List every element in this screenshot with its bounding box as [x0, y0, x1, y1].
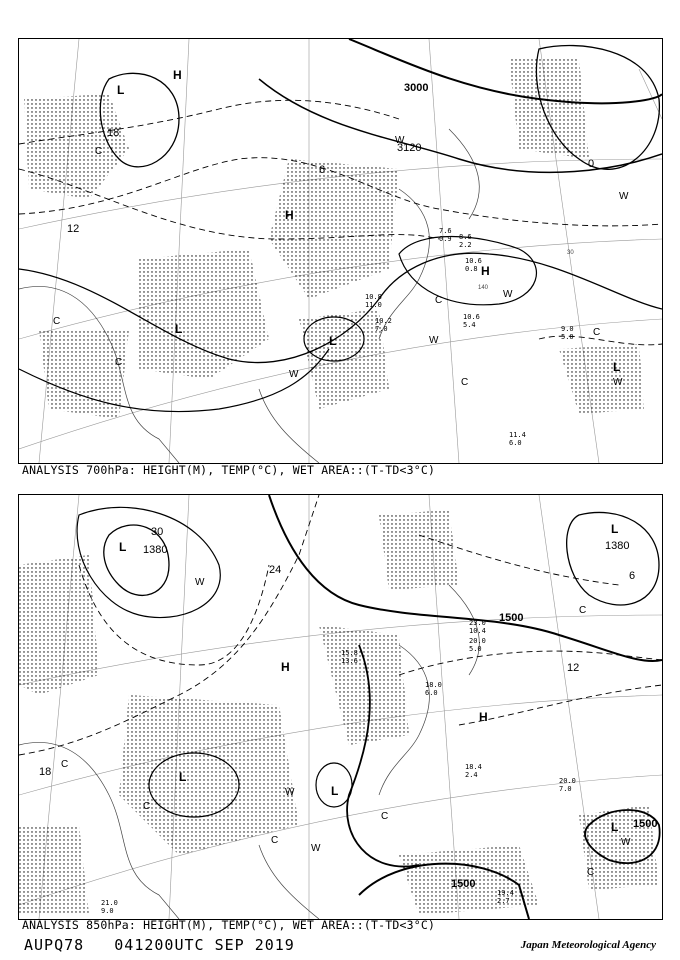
cold-center: C: [61, 759, 69, 770]
warm-center: W: [613, 377, 623, 388]
agency-name: Japan Meteorological Agency: [520, 939, 656, 951]
cold-center: C: [461, 377, 469, 388]
wet-area-850: [19, 510, 659, 915]
station-plot: [469, 619, 486, 635]
high-center: H: [481, 264, 490, 278]
svg-text:10.2: 10.2: [375, 317, 392, 325]
svg-text:7.0: 7.0: [375, 325, 388, 333]
station-plot: [425, 681, 442, 697]
contour-label: 1500: [451, 878, 476, 890]
high-center: H: [285, 208, 294, 222]
svg-text:10.6: 10.6: [465, 257, 482, 265]
cold-center: C: [593, 327, 601, 338]
graticule-label: 30: [567, 250, 574, 256]
isotherms-850: [19, 495, 662, 755]
station-plot: [561, 325, 574, 341]
low-center: L: [179, 770, 187, 784]
station-plot: [439, 227, 452, 243]
svg-text:18.4: 18.4: [465, 763, 482, 771]
map-700hpa: [19, 39, 662, 463]
station-plot: [459, 233, 472, 249]
low-center: L: [175, 322, 183, 336]
svg-text:8.6: 8.6: [459, 233, 472, 241]
contour-label: 1500: [499, 612, 524, 624]
svg-text:5.4: 5.4: [463, 321, 476, 329]
valid-time: 041200UTC SEP 2019: [114, 936, 295, 954]
map-panel-700hpa: [18, 38, 663, 464]
cold-center: C: [53, 316, 61, 327]
caption-850hpa: ANALYSIS 850hPa: HEIGHT(M), TEMP(°C), WET AREA::(T-TD<3°C): [22, 918, 436, 932]
svg-text:10.6: 10.6: [463, 313, 480, 321]
high-center: H: [173, 68, 182, 82]
isotherm-label: 18: [107, 127, 120, 139]
svg-text:0.8: 0.8: [465, 265, 478, 273]
svg-text:11.0: 11.0: [365, 301, 382, 309]
isotherm-label: 6: [319, 164, 326, 176]
warm-center: W: [429, 335, 439, 346]
station-plots-700: [365, 227, 574, 447]
warm-center: W: [195, 577, 205, 588]
isotherm-label: 18: [39, 766, 52, 778]
contour-label: 1380: [143, 544, 168, 556]
warm-center: W: [619, 191, 629, 202]
cold-center: C: [115, 357, 123, 368]
low-center: L: [613, 360, 621, 374]
cold-center: C: [271, 835, 279, 846]
station-plot: [469, 637, 486, 653]
station-plot: [465, 257, 482, 273]
svg-text:19.4: 19.4: [497, 889, 514, 897]
graticule-label: 140: [478, 285, 489, 291]
isotherm-label: 24: [269, 564, 282, 576]
station-plot: [375, 317, 392, 333]
contour-label: 1500: [633, 818, 658, 830]
low-center: L: [611, 820, 619, 834]
svg-text:0.9: 0.9: [439, 235, 452, 243]
chart-code: AUPQ78: [24, 936, 85, 954]
cold-center: C: [143, 801, 151, 812]
station-plot: [341, 649, 358, 665]
cold-center: C: [587, 867, 595, 878]
svg-text:20.0: 20.0: [469, 637, 486, 645]
warm-center: W: [311, 843, 321, 854]
contour-label: 3000: [404, 82, 429, 94]
svg-text:21.0: 21.0: [101, 899, 118, 907]
low-center: L: [329, 334, 337, 348]
svg-text:5.0: 5.0: [561, 333, 574, 341]
svg-text:6.0: 6.0: [425, 689, 438, 697]
svg-text:2.7: 2.7: [497, 897, 510, 905]
station-plot: [559, 777, 576, 793]
station-plot: [465, 763, 482, 779]
isotherm-label: 0: [588, 158, 595, 170]
warm-center: W: [395, 135, 405, 146]
svg-text:2.4: 2.4: [465, 771, 478, 779]
map-850hpa: [19, 495, 662, 919]
svg-text:10.4: 10.4: [469, 627, 486, 635]
svg-text:11.4: 11.4: [509, 431, 526, 439]
isotherm-label: 30: [151, 526, 164, 538]
station-plot: [509, 431, 526, 447]
svg-text:23.0: 23.0: [469, 619, 486, 627]
warm-center: W: [289, 369, 299, 380]
low-center: L: [119, 540, 127, 554]
svg-text:9.0: 9.0: [561, 325, 574, 333]
isotherm-label: 12: [67, 223, 80, 235]
svg-text:6.0: 6.0: [509, 439, 522, 447]
cold-center: C: [381, 811, 389, 822]
svg-text:2.2: 2.2: [459, 241, 472, 249]
svg-text:13.6: 13.6: [341, 657, 358, 665]
low-center: L: [611, 522, 619, 536]
chart-code-and-time: [24, 936, 295, 954]
station-plot: [365, 293, 382, 309]
svg-text:20.0: 20.0: [559, 777, 576, 785]
map-panel-850hpa: [18, 494, 663, 920]
svg-text:9.0: 9.0: [101, 907, 114, 915]
contour-label: 1380: [605, 540, 630, 552]
warm-center: W: [285, 787, 295, 798]
low-center: L: [331, 784, 339, 798]
cold-center: C: [579, 605, 587, 616]
svg-text:5.0: 5.0: [469, 645, 482, 653]
cold-center: C: [95, 146, 103, 157]
svg-text:18.0: 18.0: [425, 681, 442, 689]
contour-label: 3120: [397, 142, 422, 154]
isotherm-label: 6: [629, 570, 636, 582]
low-center: L: [117, 83, 125, 97]
cold-center: C: [435, 295, 443, 306]
svg-text:7.0: 7.0: [559, 785, 572, 793]
high-center: H: [281, 660, 290, 674]
svg-text:15.8: 15.8: [341, 649, 358, 657]
svg-text:10.8: 10.8: [365, 293, 382, 301]
isotherm-label: 12: [567, 662, 580, 674]
caption-700hpa: ANALYSIS 700hPa: HEIGHT(M), TEMP(°C), WET AREA::(T-TD<3°C): [22, 463, 436, 477]
warm-center: W: [621, 837, 631, 848]
warm-center: W: [503, 289, 513, 300]
station-plot: [101, 899, 118, 915]
station-plot: [463, 313, 480, 329]
high-center: H: [479, 710, 488, 724]
svg-text:7.6: 7.6: [439, 227, 452, 235]
